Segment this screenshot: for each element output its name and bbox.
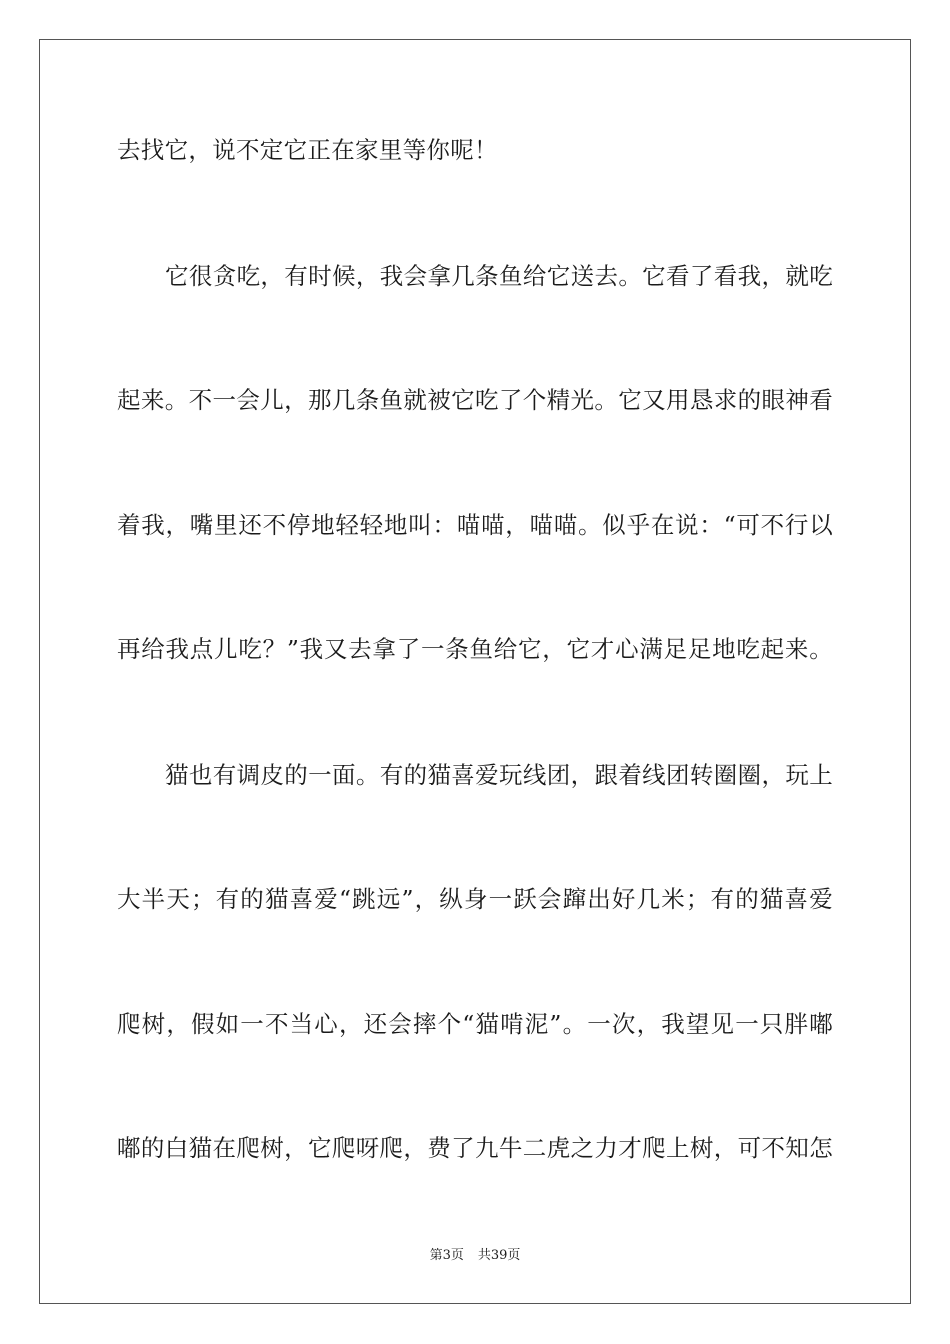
text-line: 起来。不一会儿，那几条鱼就被它吃了个精光。它又用恳求的眼神看: [117, 386, 833, 414]
text-line: 嘟的白猫在爬树，它爬呀爬，费了九牛二虎之力才爬上树，可不知怎: [117, 1134, 833, 1162]
text-line: 去找它，说不定它正在家里等你呢！: [117, 136, 498, 164]
page-total: 共39页: [477, 1248, 521, 1263]
page-footer: [0, 1247, 950, 1265]
text-line: 爬树，假如一不当心，还会摔个“猫啃泥”。一次，我望见一只胖嘟: [117, 1010, 833, 1038]
paragraph-start-line: 它很贪吃，有时候，我会拿几条鱼给它送去。它看了看我，就吃: [165, 262, 833, 290]
text-line: 大半天；有的猫喜爱“跳远”，纵身一跃会蹿出好几米；有的猫喜爱: [117, 885, 833, 913]
text-line: 着我，嘴里还不停地轻轻地叫：喵喵，喵喵。似乎在说：“可不行以: [117, 511, 833, 539]
text-line: 再给我点儿吃？”我又去拿了一条鱼给它，它才心满足足地吃起来。: [117, 635, 833, 663]
page-border: [39, 39, 911, 1304]
page-number: 第3页: [429, 1248, 464, 1263]
paragraph-start-line: 猫也有调皮的一面。有的猫喜爱玩线团，跟着线团转圈圈，玩上: [165, 761, 833, 789]
